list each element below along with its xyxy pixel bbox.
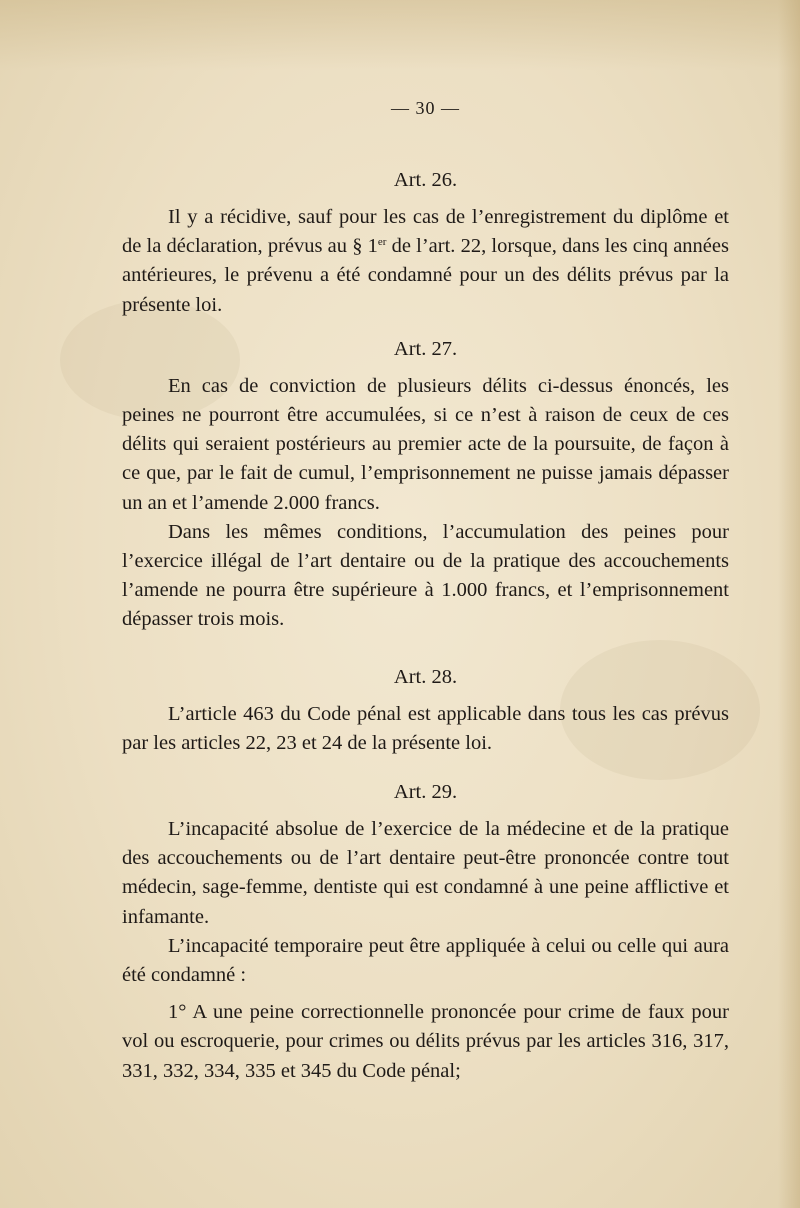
- article-heading: Art. 27.: [393, 337, 458, 360]
- article-paragraph: L’article 463 du Code pénal est applicable dans tous les cas prévus par les articles 22, 23 et 24 de la présente loi.: [122, 702, 729, 754]
- article-paragraph: En cas de conviction de plusieurs délits ci-dessus énoncés, les peines ne pourront être accumulées, si ce n’est à raison de ceux de ces délits qui seraient postérieurs au premier acte de la poursuite, de façon à ce que, par le fait de cumul, l’emprisonnement ne puisse jamais dépasser un an et l’amende 2.000 francs.: [122, 374, 729, 514]
- article-paragraph: L’incapacité absolue de l’exercice de la médecine et de la pratique des accouchements ou de l’art dentaire peut-être prononcée contre tout médecin, sage-femme, dentiste qui est condamné à une peine afflictive et infamante.: [122, 818, 729, 928]
- article-heading: Art. 26.: [393, 169, 458, 191]
- article-paragraph: L’incapacité temporaire peut être appliquée à celui ou celle qui aura été condamné :: [122, 934, 729, 987]
- article-heading: Art. 29.: [393, 781, 458, 804]
- article-heading: Art. 28.: [393, 665, 458, 688]
- page-text: [122, 94, 729, 1086]
- page-number: — 30 —: [391, 98, 460, 118]
- numbered-paragraph: 1° A une peine correctionnelle prononcée pour crime de faux pour vol ou escroquerie, pour crimes ou délits prévus par les articles 316, 317, 331, 332, 334, 335 et 345 du Code pénal;: [122, 1001, 729, 1082]
- article-paragraph: Dans les mêmes conditions, l’accumulation des peines pour l’exercice illégal de l’art dentaire ou de la pratique des accouchements l’amende ne pourra être supérieure à 1.000 francs, et l’emprisonnement dépasser trois mois.: [122, 520, 729, 631]
- article-paragraph: Il y a récidive, sauf pour les cas de l’enregistrement du diplôme et de la déclaration, prévus au § 1er de l’art. 22, lorsque, dans les cinq années antérieures, le prévenu a été condamné pour un des délits prévus par la présente loi.: [122, 206, 729, 316]
